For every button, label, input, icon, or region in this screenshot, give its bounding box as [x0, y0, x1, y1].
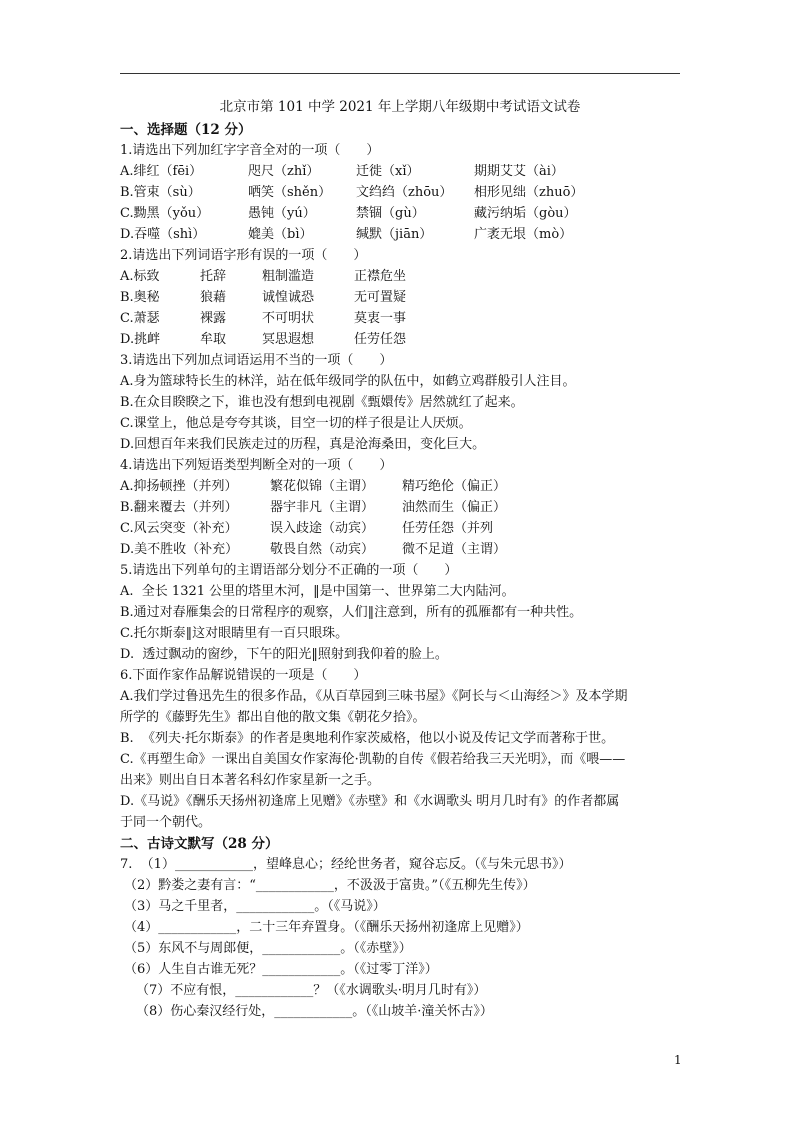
q5-option-c: C.托尔斯泰‖这对眼睛里有一百只眼珠。 — [120, 626, 349, 641]
q3-option-d: D.回想百年来我们民族走过的历程，真是沧海桑田，变化巨大。 — [120, 437, 486, 452]
cell: D.挑衅 — [120, 332, 161, 347]
cell: 迁徙（xǐ） — [356, 164, 420, 179]
cell: 正襟危坐 — [354, 269, 407, 284]
recitation-item: （8）伤心秦汉经行处，____________。（《山坡羊·潼关怀古》） — [136, 1004, 493, 1019]
cell: 精巧绝伦（偏正） — [402, 479, 507, 494]
cell: 咫尺（zhǐ） — [248, 164, 320, 179]
recitation-item: （6）人生自古谁无死？____________。（《过零丁洋》） — [124, 962, 438, 977]
cell: D.美不胜收（补充） — [120, 542, 239, 557]
recitation-item: （5）东风不与周郎便，____________。（《赤壁》） — [124, 941, 412, 956]
cell: 狼藉 — [200, 290, 227, 305]
cell: 冥思遐想 — [262, 332, 315, 347]
cell: 媲美（bì） — [248, 227, 313, 242]
section-heading-2: 二、古诗文默写（28 分） — [120, 836, 279, 852]
q6-stem: 6.下面作家作品解说错误的一项是（ ） — [120, 668, 367, 683]
q3-stem: 3.请选出下列加点词语运用不当的一项（ ） — [120, 353, 393, 368]
q6-line: A.我们学过鲁迅先生的很多作品，《从百草园到三味书屋》《阿长与＜山海经＞》及本学期 — [120, 689, 628, 704]
cell: A.标致 — [120, 269, 160, 284]
cell: C.风云突变（补充） — [120, 521, 238, 536]
q4-stem: 4.请选出下列短语类型判断全对的一项（ ） — [120, 458, 393, 473]
cell: 裸露 — [200, 311, 227, 326]
cell: 缄默（jiān） — [356, 227, 433, 242]
cell: 托辞 — [200, 269, 227, 284]
cell: 期期艾艾（ài） — [474, 164, 564, 179]
section-heading-1: 一、选择题（12 分） — [120, 122, 252, 138]
cell: 油然而生（偏正） — [402, 500, 507, 515]
q6-line: B. 《列夫·托尔斯泰》的作者是奥地利作家茨威格，他以小说及传记文学而著称于世。 — [120, 731, 615, 746]
cell: 无可置疑 — [354, 290, 407, 305]
q1-stem: 1.请选出下列加红字字音全对的一项（ ） — [120, 143, 380, 158]
recitation-item: （7）不应有恨，____________？（《水调歌头·明月几时有》） — [136, 983, 487, 998]
header-rule — [120, 73, 680, 74]
cell: 任劳任怨 — [354, 332, 407, 347]
cell: 微不足道（主谓） — [402, 542, 507, 557]
cell: C.萧瑟 — [120, 311, 160, 326]
q6-line: 出来》则出自日本著名科幻作家星新一之手。 — [120, 773, 381, 788]
cell: 文绉绉（zhōu） — [356, 185, 453, 200]
cell: 相形见绌（zhuō） — [474, 185, 584, 200]
cell: 莫衷一事 — [354, 311, 407, 326]
cell: 繁花似锦（主谓） — [270, 479, 375, 494]
cell: D.吞噬（shì） — [120, 227, 206, 242]
cell: 牟取 — [200, 332, 227, 347]
cell: 器宇非凡（主谓） — [270, 500, 375, 515]
q6-line: D.《马说》《酬乐天扬州初逢席上见赠》《赤壁》和《水调歌头 明月几时有》的作者都属 — [120, 794, 620, 809]
recitation-item: （4）____________，二十三年弃置身。（《酬乐天扬州初逢席上见赠》） — [124, 920, 529, 935]
cell: B.翻来覆去（并列） — [120, 500, 238, 515]
cell: 藏污纳垢（gòu） — [474, 206, 577, 221]
q3-option-a: A.身为篮球特长生的林洋，站在低年级同学的队伍中，如鹤立鸡群般引人注目。 — [120, 374, 576, 389]
q5-option-b: B.通过对春雁集会的日常程序的观察，人们‖注意到，所有的孤雁都有一种共性。 — [120, 605, 583, 620]
recitation-item: 7. （1）____________，望峰息心；经纶世务者，窥谷忘反。（《与朱元思书》） — [120, 857, 572, 872]
cell: 粗制滥造 — [262, 269, 315, 284]
cell: 哂笑（shěn） — [248, 185, 332, 200]
cell: C.黝黑（yǒu） — [120, 206, 210, 221]
cell: 误入歧途（动宾） — [270, 521, 375, 536]
q5-option-a: A. 全长 1321 公里的塔里木河，‖是中国第一、世界第二大内陆河。 — [120, 584, 515, 599]
cell: 诚惶诚恐 — [262, 290, 315, 305]
page-title: 北京市第 101 中学 2021 年上学期八年级期中考试语文试卷 — [219, 99, 581, 115]
recitation-item: （2）黔娄之妻有言：“____________，不汲汲于富贵。”（《五柳先生传》） — [124, 878, 536, 893]
cell: 不可明状 — [262, 311, 315, 326]
cell: A.绯红（fēi） — [120, 164, 203, 179]
cell: A.抑扬顿挫（并列） — [120, 479, 238, 494]
cell: 禁锢（gù） — [356, 206, 425, 221]
cell: 敬畏自然（动宾） — [270, 542, 375, 557]
cell: 任劳任怨（并列 — [402, 521, 494, 536]
q6-line: 于同一个朝代。 — [120, 815, 212, 830]
q2-stem: 2.请选出下列词语字形有误的一项（ ） — [120, 248, 367, 263]
cell: 愚钝（yú） — [248, 206, 316, 221]
page-number: 1 — [674, 1053, 682, 1067]
q3-option-c: C.课堂上，他总是夸夸其谈，目空一切的样子很是让人厌烦。 — [120, 416, 472, 431]
cell: B.奥秘 — [120, 290, 160, 305]
q5-option-d: D. 透过飘动的窗纱，下午的阳光‖照射到我仰着的脸上。 — [120, 647, 448, 662]
q6-line: 所学的《藤野先生》都出自他的散文集《朝花夕拾》。 — [120, 710, 426, 725]
q6-line: C.《再塑生命》一课出自美国女作家海伦·凯勒的自传《假若给我三天光明》，而《喂—— — [120, 752, 626, 767]
cell: B.管束（sù） — [120, 185, 201, 200]
q5-stem: 5.请选出下列单句的主谓语部分划分不正确的一项（ ） — [120, 563, 458, 578]
recitation-item: （3）马之千里者，____________。（《马说》） — [124, 899, 386, 914]
q3-option-b: B.在众目睽睽之下，谁也没有想到电视剧《甄嬛传》居然就红了起来。 — [120, 395, 524, 410]
cell: 广袤无垠（mò） — [474, 227, 573, 242]
